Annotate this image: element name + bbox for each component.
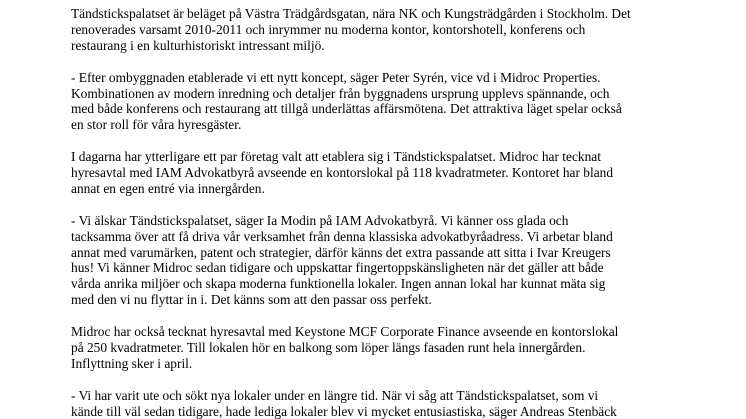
text-line: - Efter ombyggnaden etablerade vi ett nytt koncept, säger Peter Syrén, vice vd i Midroc Properties.	[71, 69, 601, 85]
text-line: - Vi har varit ute och sökt nya lokaler under en längre tid. När vi såg att Tändstickspalatset, som vi	[71, 387, 599, 403]
document-body	[71, 6, 671, 419]
text-line: Inflyttning sker i april.	[71, 355, 193, 371]
text-line: Midroc har också tecknat hyresavtal med Keystone MCF Corporate Finance avseende en kontorslokal	[71, 324, 619, 340]
text-line: en stor roll för våra hyresgäster.	[71, 117, 242, 133]
text-line: restaurang i en kulturhistoriskt intressant miljö.	[71, 37, 325, 53]
paragraph-quote-stenback	[71, 388, 671, 419]
text-line: tacksamma över att få driva vår verksamhet från denna klassiska advokatbyråadress. Vi arbetar bland	[71, 228, 613, 244]
text-line: vårda anrika miljöer och skapa moderna funktionella lokaler. Ingen annan lokal har kunnat mäta sig	[71, 276, 606, 292]
text-line: på 250 kvadratmeter. Till lokalen hör en balkong som löper längs fasaden runt hela innergården.	[71, 339, 586, 355]
paragraph-iam-lease	[71, 149, 671, 197]
paragraph-keystone-lease	[71, 324, 671, 372]
text-line: kände till väl sedan tidigare, hade lediga lokaler blev vi mycket entusiastiska, säger Andreas Stenbäck	[71, 403, 617, 419]
text-line: Tändstickspalatset är beläget på Västra Trädgårdsgatan, nära NK och Kungsträdgården i Stockholm. Det	[71, 6, 631, 21]
text-line: I dagarna har ytterligare ett par företag valt att etablera sig i Tändstickspalatset. Midroc har tecknat	[71, 149, 601, 165]
text-line: annat med varumärken, patent och strategier, därför känns det extra passande att sitta i Ivar Kreugers	[71, 244, 611, 260]
text-line: - Vi älskar Tändstickspalatset, säger Ia Modin på IAM Advokatbyrå. Vi känner oss glada och	[71, 212, 569, 228]
text-line: hyresavtal med IAM Advokatbyrå avseende en kontorslokal på 118 kvadratmeter. Kontoret har bland	[71, 165, 614, 181]
text-line: Kombinationen av modern inredning och detaljer från byggnadens ursprung upplevs spännande, och	[71, 85, 610, 101]
text-line: annat en egen entré via innergården.	[71, 180, 265, 196]
paragraph-quote-syren	[71, 70, 671, 134]
text-line: med både konferens och restaurang att tillgå underlättas affärsmötena. Det attraktiva läget spelar också	[71, 101, 622, 117]
paragraph-intro	[71, 6, 671, 54]
paragraph-quote-modin	[71, 213, 671, 308]
text-line: med den vi nu flyttar in i. Det känns som att den passar oss perfekt.	[71, 292, 432, 308]
text-line: renoverades varsamt 2010-2011 och inrymmer nu moderna kontor, kontorshotell, konferens och	[71, 21, 586, 37]
text-line: hus! Vi känner Midroc sedan tidigare och uppskattar fingertoppskänsligheten när det gäller att både	[71, 260, 604, 276]
